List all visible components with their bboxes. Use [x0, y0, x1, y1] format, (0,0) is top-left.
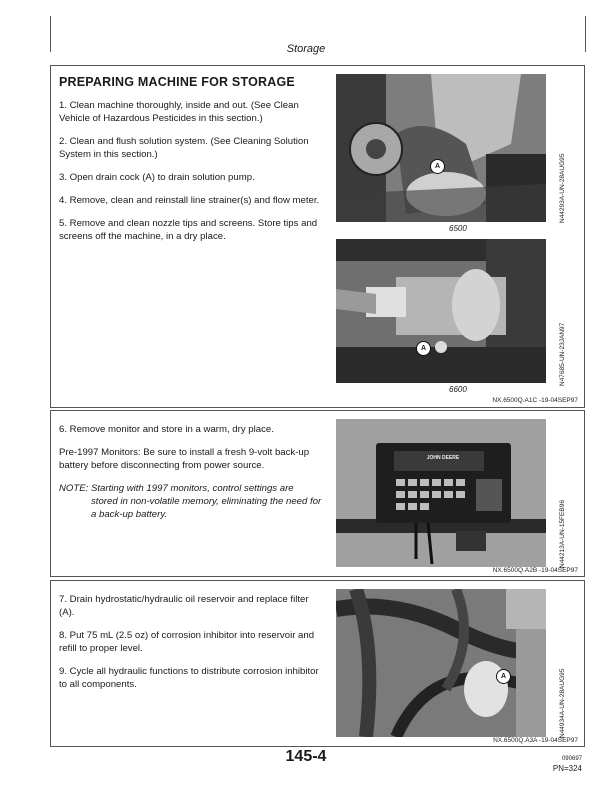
image-code-4 — [548, 593, 578, 738]
section-hydraulic-text — [59, 593, 324, 701]
note-non-volatile-memory — [59, 482, 324, 521]
reference-code-2: NX.6500Q.A2B -19-04SEP97 — [492, 567, 578, 574]
image-code-1 — [548, 78, 578, 223]
step-8: 8. Put 75 mL (2.5 oz) of corrosion inhibitor into reservoir and refill to proper level. — [59, 630, 315, 654]
step-2: 2. Clean and flush solution system. (See Cleaning Solution System in this section.) — [59, 136, 309, 160]
image-date-4: -UN-28AUG95 — [559, 668, 566, 711]
image-date-1: -UN-28AUG95 — [559, 153, 566, 196]
photo-caption-6500: 6500 — [449, 224, 467, 233]
photo-6600-pump — [336, 239, 546, 383]
running-header: Storage — [286, 43, 326, 55]
section-hydraulic — [50, 580, 585, 747]
photo-caption-6600: 6600 — [449, 385, 467, 394]
reference-code-3: NX.6500Q.A3A -19-04SEP97 — [493, 737, 578, 744]
photo-monitor-illustration — [336, 419, 546, 567]
image-id-3: N44213A — [559, 540, 566, 568]
section-monitor-text — [59, 423, 324, 531]
step-6: 6. Remove monitor and store in a warm, dry place. — [59, 424, 274, 435]
step-5: 5. Remove and clean nozzle tips and screens. Store tips and screens off the machine, in a dry place. — [59, 218, 318, 242]
step-4: 4. Remove, clean and reinstall line strainer(s) and flow meter. — [59, 195, 320, 206]
step-3: 3. Open drain cock (A) to drain solution pump. — [59, 172, 255, 183]
note-lead: NOTE: Starting with 1997 monitors, control settings are — [59, 483, 294, 494]
section-title: PREPARING MACHINE FOR STORAGE — [59, 75, 295, 89]
footer-date: 090697 — [561, 756, 582, 762]
reference-code-1: NX.6500Q.A1C -19-04SEP97 — [492, 397, 578, 404]
footer-pn: PN=324 — [552, 764, 582, 773]
image-date-2: -UN-23JAN97 — [559, 322, 566, 364]
callout-a: A — [496, 669, 511, 684]
callout-a: A — [416, 341, 431, 356]
pre-1997-warning: Pre-1997 Monitors: Be sure to install a fresh 9-volt back-up battery before disconnecting from power source. — [59, 447, 310, 471]
photo-hydraulic-filter-illustration — [336, 589, 546, 737]
image-code-2 — [548, 246, 578, 386]
image-date-3: -UN-15FEB96 — [559, 500, 566, 541]
photo-monitor — [336, 419, 546, 567]
step-9: 9. Cycle all hydraulic functions to distribute corrosion inhibitor to all components. — [59, 666, 319, 690]
image-code-3 — [548, 423, 578, 568]
photo-6600-pump-illustration — [336, 239, 546, 383]
image-id-1: N44293A — [559, 195, 566, 223]
note-rest: stored in non-volatile memory, eliminating the need for a back-up battery. — [91, 496, 322, 520]
image-id-4: N44934A — [559, 710, 566, 738]
section-storage-prep — [50, 65, 585, 408]
section-monitor — [50, 410, 585, 577]
step-7: 7. Drain hydrostatic/hydraulic oil reservoir and replace filter (A). — [59, 594, 309, 618]
image-id-2: N47685 — [559, 363, 566, 386]
page-number: 145-4 — [285, 748, 327, 765]
monitor-brand-label: JOHN DEERE — [426, 455, 460, 461]
photo-6500-pump — [336, 74, 546, 222]
photo-6500-pump-illustration — [336, 74, 546, 222]
section-storage-prep-text — [59, 76, 324, 253]
step-1: 1. Clean machine thoroughly, inside and out. (See Clean Vehicle of Hazardous Pesticides in this section.) — [59, 100, 299, 124]
photo-hydraulic-filter — [336, 589, 546, 737]
callout-a: A — [430, 159, 445, 174]
